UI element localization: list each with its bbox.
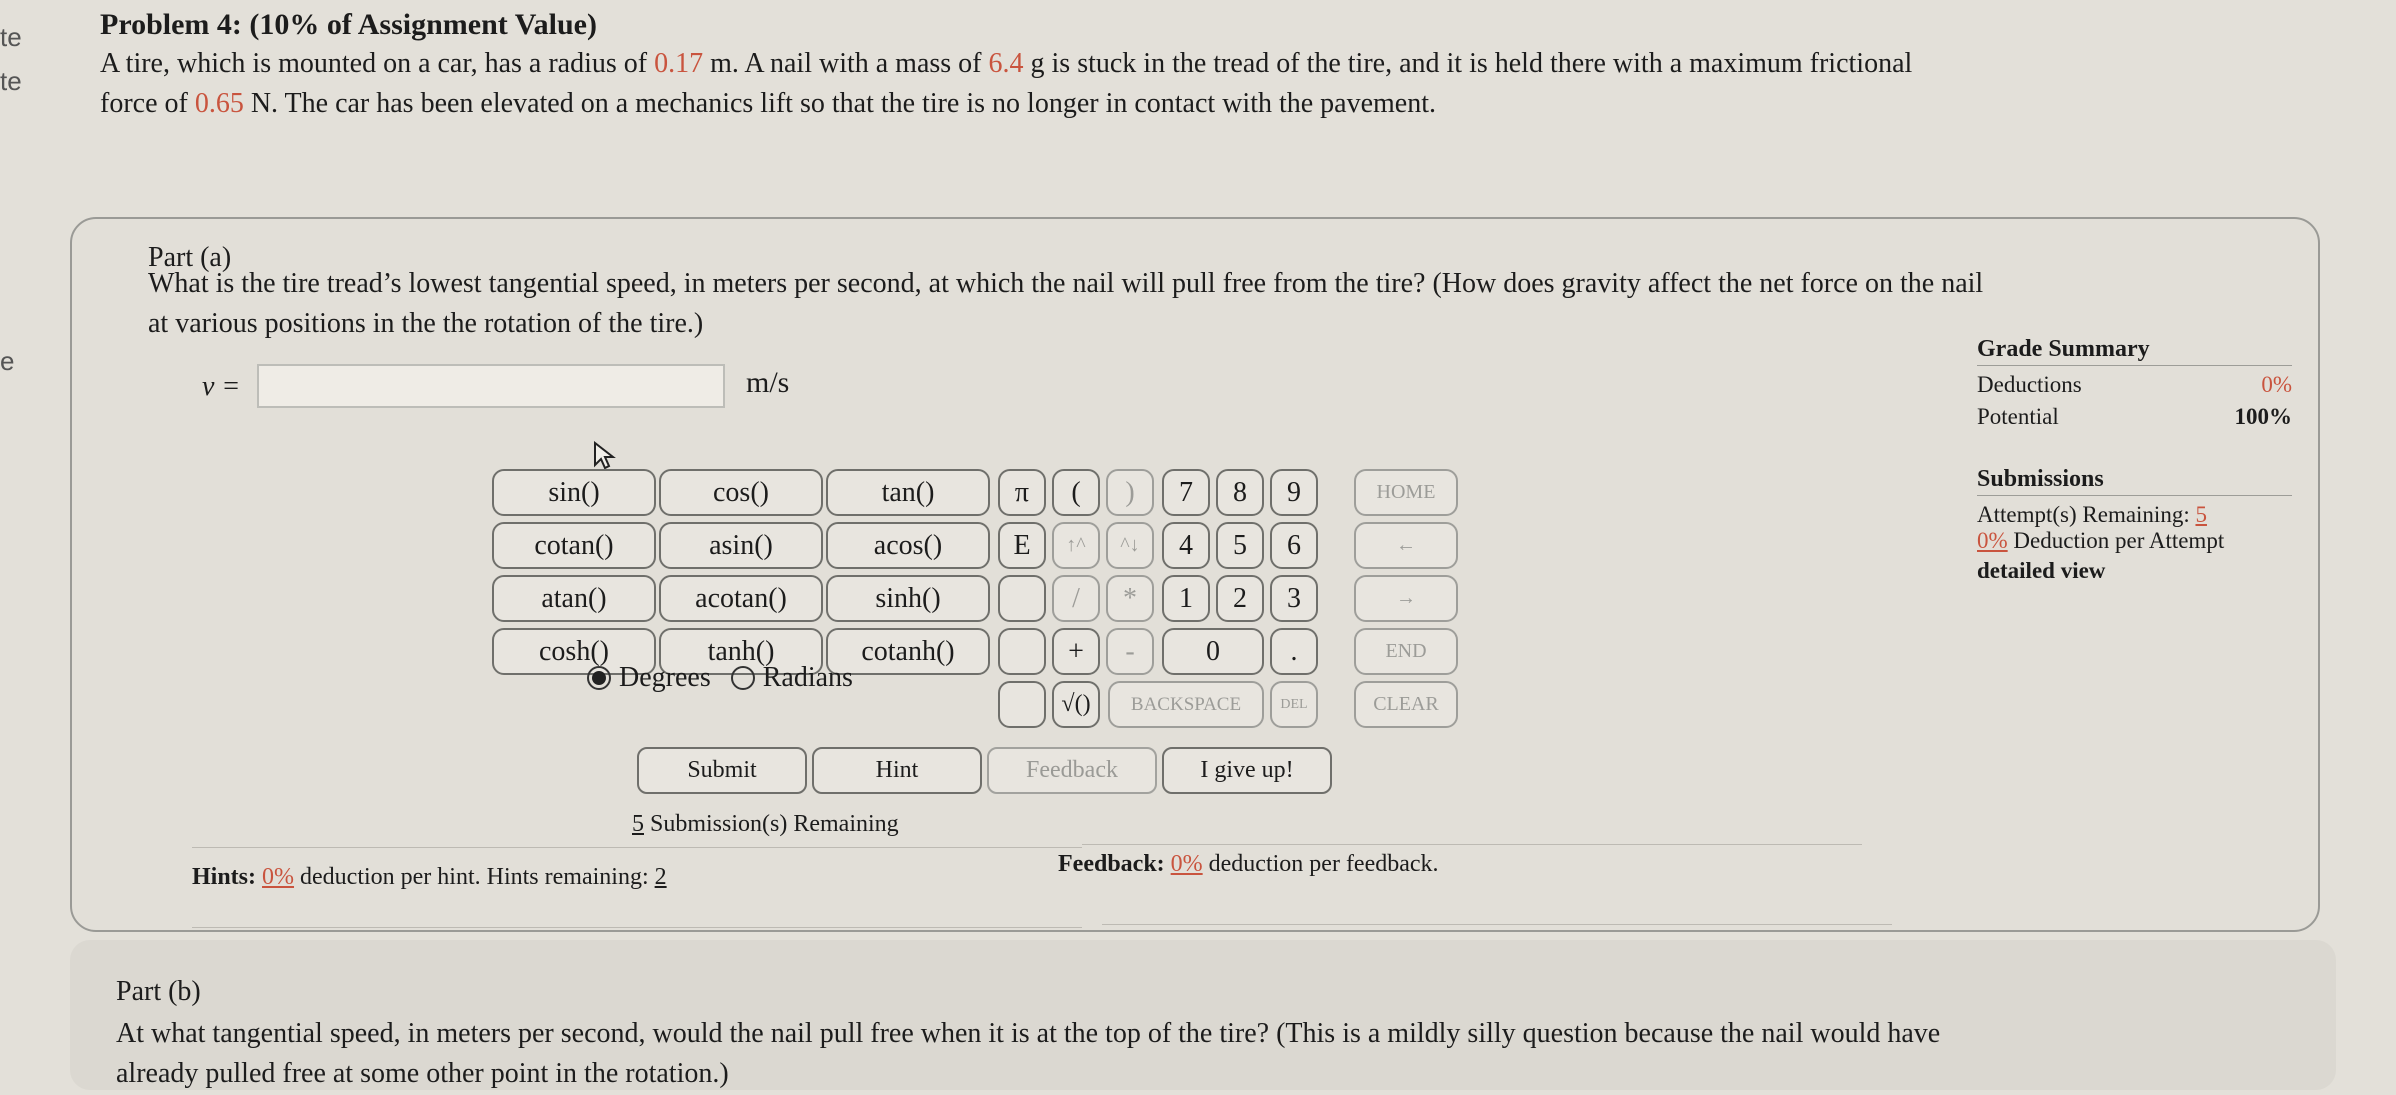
deductions-row [1977,372,2292,398]
acos-button[interactable]: acos() [826,522,990,569]
feedback-label: Feedback: [1058,851,1165,877]
minus-button[interactable]: - [1106,628,1154,675]
end-button[interactable]: END [1354,628,1458,675]
divide-button[interactable]: / [1052,575,1100,622]
problem-text-segment: m. A nail with a mass of [703,48,989,79]
attempt-deduction-pct: 0% [1977,528,2008,553]
up-caret-button[interactable]: ↑^ [1052,522,1100,569]
potential-label: Potential [1977,404,2059,429]
radians-label[interactable]: Radians [762,662,853,693]
down-caret-button[interactable]: ^↓ [1106,522,1154,569]
digit-7-button[interactable]: 7 [1162,469,1210,516]
tanh-button[interactable]: tanh() [659,628,823,675]
sidebar-fragment[interactable]: te [0,66,22,96]
answer-unit: m/s [746,366,790,399]
degrees-label[interactable]: Degrees [619,662,711,693]
blank-key[interactable] [998,575,1046,622]
submissions-title: Submissions [1977,466,2292,496]
digit-6-button[interactable]: 6 [1270,522,1318,569]
sqrt-button[interactable]: √() [1052,681,1100,728]
submissions-remaining [632,811,899,838]
digit-5-button[interactable]: 5 [1216,522,1264,569]
pi-button[interactable]: π [998,469,1046,516]
sidebar-fragment[interactable]: te [0,22,22,52]
problem-text-segment: force of [100,88,195,119]
right-arrow-button[interactable]: → [1354,575,1458,622]
grade-summary-title: Grade Summary [1977,336,2292,366]
blank-key[interactable] [998,628,1046,675]
divider [192,847,1082,848]
potential-row [1977,404,2292,430]
part-b-question [116,1014,2316,1094]
deductions-label: Deductions [1977,372,2082,397]
hints-remaining: 2 [654,864,667,890]
mass-value: 6.4 [988,48,1024,79]
radius-value: 0.17 [654,48,704,79]
decimal-point-button[interactable]: . [1270,628,1318,675]
angle-mode-group [587,662,853,694]
part-a-title: Part (a) [148,242,232,273]
atan-button[interactable]: atan() [492,575,656,622]
tan-button[interactable]: tan() [826,469,990,516]
part-b-question-line: At what tangential speed, in meters per second, would the nail pull free when it is at the top of the tire? (This is a mildly silly question because the nail would have [116,1018,1941,1049]
part-b-question-line: already pulled free at some other point in the rotation.) [116,1058,729,1089]
open-paren-button[interactable]: ( [1052,469,1100,516]
divider [192,927,1082,928]
hints-text: deduction per hint. Hints remaining: [294,864,655,890]
cotan-button[interactable]: cotan() [492,522,656,569]
close-paren-button[interactable]: ) [1106,469,1154,516]
part-a-question-line: What is the tire tread’s lowest tangential speed, in meters per second, at which the nail will pull free from the tire? (How does gravity affect the net force on the nail [148,268,1984,299]
submissions-remaining-text: Submission(s) Remaining [644,811,899,837]
backspace-button[interactable]: BACKSPACE [1108,681,1264,728]
problem-statement [100,8,2320,124]
mouse-cursor-icon [592,441,618,471]
digit-3-button[interactable]: 3 [1270,575,1318,622]
detailed-view-link[interactable]: detailed view [1977,558,2106,583]
plus-button[interactable]: + [1052,628,1100,675]
hint-button[interactable]: Hint [812,747,982,794]
answer-input[interactable] [257,364,725,408]
digit-8-button[interactable]: 8 [1216,469,1264,516]
grade-summary [1977,336,2292,584]
feedback-text: deduction per feedback. [1202,851,1439,877]
hints-info [192,864,667,891]
submit-button[interactable]: Submit [637,747,807,794]
e-button[interactable]: E [998,522,1046,569]
degrees-radio[interactable] [587,666,611,690]
part-b-panel [70,940,2336,1090]
give-up-button[interactable]: I give up! [1162,747,1332,794]
problem-text-segment: A tire, which is mounted on a car, has a radius of [100,48,655,79]
feedback-deduction: 0% [1170,851,1203,877]
attempts-label: Attempt(s) Remaining: [1977,502,2196,527]
attempts-remaining [1977,502,2292,528]
hints-deduction: 0% [262,864,295,890]
radians-radio[interactable] [731,666,755,690]
attempt-deduction-text: Deduction per Attempt [2007,528,2225,553]
problem-title: Problem 4: (10% of Assignment Value) [100,8,597,41]
deductions-value: 0% [2261,372,2292,397]
part-a-question [148,264,2328,344]
sin-button[interactable]: sin() [492,469,656,516]
multiply-button[interactable]: * [1106,575,1154,622]
left-arrow-button[interactable]: ← [1354,522,1458,569]
attempts-value: 5 [2195,502,2207,527]
part-b-title: Part (b) [116,976,201,1007]
digit-9-button[interactable]: 9 [1270,469,1318,516]
answer-variable-label: v = [202,371,241,402]
cos-button[interactable]: cos() [659,469,823,516]
asin-button[interactable]: asin() [659,522,823,569]
sidebar-fragment[interactable]: e [0,346,15,376]
potential-value: 100% [2234,404,2292,429]
digit-2-button[interactable]: 2 [1216,575,1264,622]
digit-4-button[interactable]: 4 [1162,522,1210,569]
feedback-button[interactable]: Feedback [987,747,1157,794]
digit-1-button[interactable]: 1 [1162,575,1210,622]
digit-0-button[interactable]: 0 [1162,628,1264,675]
sinh-button[interactable]: sinh() [826,575,990,622]
problem-text [100,44,2320,124]
hints-label: Hints: [192,864,257,890]
cosh-button[interactable]: cosh() [492,628,656,675]
clear-button[interactable]: CLEAR [1354,681,1458,728]
blank-key[interactable] [998,681,1046,728]
part-a-question-line: at various positions in the the rotation of the tire.) [148,308,704,339]
divider [1102,924,1892,925]
attempt-deduction [1977,528,2292,554]
problem-text-segment: N. The car has been elevated on a mechanics lift so that the tire is no longer in contact with the pavement. [243,88,1437,119]
acotan-button[interactable]: acotan() [659,575,823,622]
force-value: 0.65 [194,88,244,119]
home-button[interactable]: HOME [1354,469,1458,516]
divider [1082,844,1862,845]
cotanh-button[interactable]: cotanh() [826,628,990,675]
submissions-remaining-count: 5 [632,811,644,837]
part-a-panel [70,217,2320,932]
problem-text-segment: g is stuck in the tread of the tire, and it is held there with a maximum frictional [1023,48,1913,79]
feedback-info [1058,851,1439,878]
delete-button[interactable]: DEL [1270,681,1318,728]
